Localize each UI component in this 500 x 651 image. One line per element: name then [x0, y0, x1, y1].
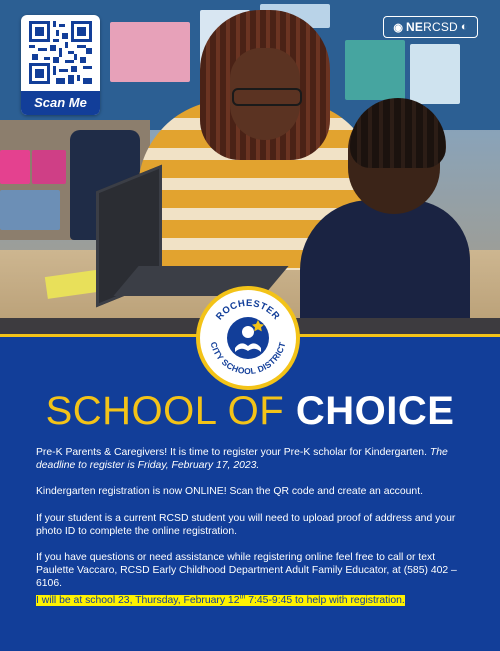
title-school-of: SCHOOL OF — [45, 389, 296, 433]
onercsd-prefix: NE — [406, 20, 424, 34]
scan-me-label: Scan Me — [21, 91, 100, 115]
district-seal — [196, 286, 300, 390]
page-title — [0, 388, 500, 434]
seal-icon — [200, 290, 296, 386]
wall-poster — [110, 22, 190, 82]
paragraph-intro: Pre-K Parents & Caregivers! It is time to register your Pre-K scholar for Kindergarten. The deadline to register is Friday, February 17, 2023. — [36, 447, 448, 472]
paragraph-online: Kindergarten registration is now ONLINE! Scan the QR code and create an account. — [36, 486, 423, 498]
body-text — [36, 446, 472, 607]
glasses — [232, 88, 302, 106]
wall-poster — [410, 44, 460, 104]
onercsd-mark-icon: ◉ — [393, 21, 404, 34]
storage-bin — [0, 190, 60, 230]
wall-poster — [345, 40, 405, 100]
qr-code-icon[interactable] — [29, 21, 92, 84]
qr-card[interactable] — [21, 15, 100, 115]
storage-bin — [32, 150, 66, 184]
storage-bin — [0, 150, 30, 184]
child-shirt — [300, 200, 470, 336]
seal-top-text: ROCHESTER — [214, 297, 282, 323]
title-choice: CHOICE — [295, 389, 455, 433]
onercsd-suffix: RCSD — [423, 20, 458, 34]
paragraph-current-student: If your student is a current RCSD student you will need to upload proof of address and your photo ID to complete the online registration. — [36, 512, 456, 537]
seal-bottom-text: CITY SCHOOL DISTRICT — [208, 340, 288, 377]
highlight-notice: I will be at school 23, Thursday, February 12th 7:45-9:45 to help with registration. — [36, 593, 405, 607]
onercsd-emblem-icon: ◐ — [460, 21, 468, 33]
onercsd-logo — [383, 16, 478, 38]
deadline-text: The deadline to register is Friday, February 17, 2023. — [36, 447, 448, 472]
paragraph-contact: If you have questions or need assistance while registering online feel free to call or text Paulette Vaccaro, RCSD Early Childhood Department Adult Family Educator, at (585) 402 – 6106. — [36, 552, 457, 590]
